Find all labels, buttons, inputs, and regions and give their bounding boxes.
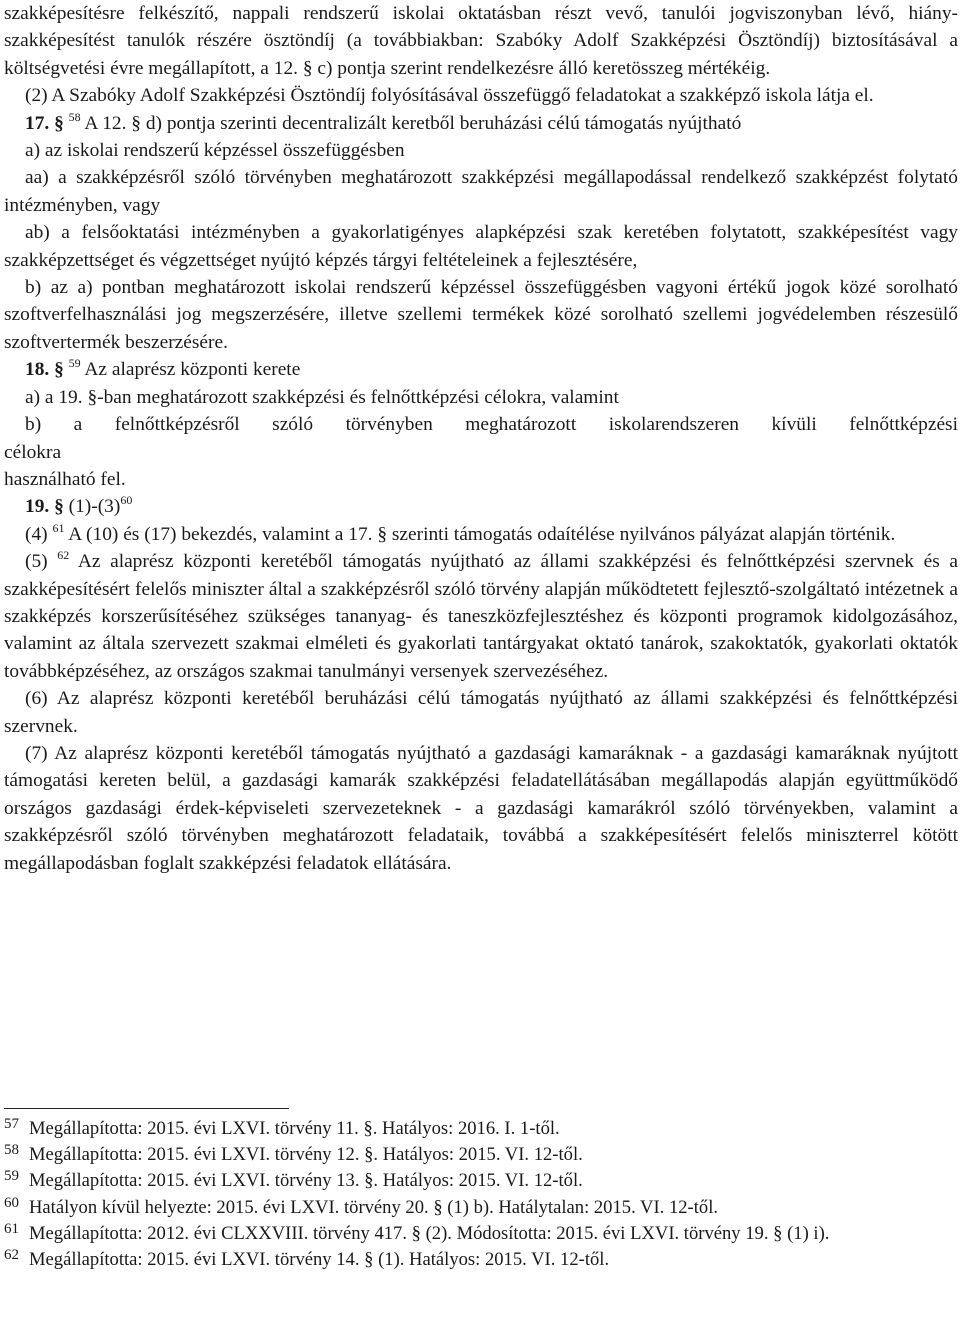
paragraph: b) a felnőttképzésről szóló törvényben meghatározott iskolarendszeren kívüli felnőttképzési: [25, 414, 958, 436]
footnote: $^{60}$ Hatályon kívül helyezte: 2015. évi LXVI. törvény 20. § (1) b). Hatálytalan: 2015. VI. 12-től.: [4, 1194, 719, 1218]
paragraph: célokra: [4, 441, 62, 463]
footnote-number: 61: [4, 1220, 19, 1237]
footnote: $^{61}$ Megállapította: 2012. évi CLXXVIII. törvény 417. § (2). Módosította: 2015. évi LXVI. törvény 19. § (1) i).: [4, 1220, 830, 1244]
paragraph: (6) Az alaprész központi keretéből beruházási célú támogatás nyújtható az állami szakképzési és felnőttképzési szervnek.: [4, 688, 958, 737]
footnote-ref: 62: [57, 548, 70, 563]
section-19: 19. § $(1)-(3)^{60}$: [25, 493, 133, 518]
footnote: $^{62}$ Megállapította: 2015. évi LXVI. törvény 14. § (1). Hatályos: 2015. VI. 12-től.: [4, 1247, 610, 1271]
footnote-number: 57: [4, 1116, 19, 1132]
section-17: 17. § $^{58}$ A 12. § d) pontja szerinti decentralizált keretből beruházási célú támogatás nyújtható: [25, 109, 742, 134]
footnote: $^{58}$ Megállapította: 2015. évi LXVI. törvény 12. §. Hatályos: 2015. VI. 12-től.: [4, 1142, 583, 1166]
footnote-ref: 61: [52, 520, 65, 535]
footnote-separator: [4, 1108, 289, 1109]
footnote-number: 60: [4, 1194, 19, 1211]
footnote-number: 59: [4, 1168, 19, 1185]
paragraph: aa) a szakképzésről szóló törvényben meghatározott szakképzési megállapodással rendelkező szakképzést folytató intézményben, vagy: [4, 167, 958, 216]
document-body: [4, 0, 958, 877]
paragraph: (7) Az alaprész központi keretéből támogatás nyújtható a gazdasági kamaráknak - a gazdasági kamaráknak nyújtott támogatási kereten belül, a gazdasági kamarák szakképzési feladatellátásában megállapodás alapján együttműködő országos gazdasági érdek-képviseleti szervezeteknek - a gazdasági kamarákról szóló törvényekben, valamint a szakképzésről szóló törvényben meghatározott feladataik, továbbá a szakképesítésért felelős miniszterrel kötött megállapodásban foglalt szakképzési feladatok ellátására.: [4, 742, 958, 874]
footnote-ref: 58: [68, 109, 81, 124]
paragraph: a) a 19. §-ban meghatározott szakképzési és felnőttképzési célokra, valamint: [25, 386, 619, 408]
paragraph: (4) $^{61}$ A (10) és (17) bekezdés, valamint a 17. § szerinti támogatás odaítélése nyilvános pályázat alapján történik.: [25, 520, 896, 545]
footnote-number: 58: [4, 1142, 19, 1159]
paragraph: ab) a felsőoktatási intézményben a gyakorlatigényes alapképzési szak keretében folytatott, szakképesítést vagy szakképzettséget és végzettséget nyújtó képzés tárgyi feltételeinek a fejlesztésére,: [4, 222, 958, 271]
footnote-ref: 59: [68, 356, 81, 371]
footnote-ref: 60: [120, 493, 133, 508]
section-number: 19. §: [25, 496, 64, 518]
footnote-number: 62: [4, 1247, 19, 1264]
paragraph: használható fel.: [4, 468, 126, 490]
section-18: 18. § $^{59}$ Az alaprész központi kerete: [25, 356, 301, 381]
paragraph: (2) A Szabóky Adolf Szakképzési Ösztöndíj folyósításával összefüggő feladatokat a szakképző iskola látja el.: [25, 85, 874, 107]
paragraph: (5) $^{62}$ Az alaprész központi keretéből támogatás nyújtható az állami szakképzési és felnőttképzési szervnek és a szakképesítésért felelős miniszter által a szakképzésről szóló törvény alapján működtetett fejlesztő-szolgáltató intézetnek a szakképzés korszerűsítéséhez szükséges tananyag- és taneszközfejlesztéshez és központi programok kidolgozásához, valamint az általa szervezett szakmai elméleti és gyakorlati tantárgyakat oktató tanárok, szakoktatók, gyakorlati oktatók továbbképzéséhez, az országos szakmai tanulmányi versenyek szervezéséhez.: [4, 548, 958, 682]
footnote: $^{57}$ Megállapította: 2015. évi LXVI. törvény 11. §. Hatályos: 2016. I. 1-től.: [4, 1116, 560, 1139]
section-number: 17. §: [25, 112, 64, 134]
paragraph: a) az iskolai rendszerű képzéssel összefüggésben: [25, 140, 405, 162]
paragraph: szakképesítésre felkészítő, nappali rendszerű iskolai oktatásban részt vevő, tanulói jogviszonyban lévő, hiány-szakképesítést tanulók részére ösztöndíj (a továbbiakban: Szabóky Adolf Szakképzési Ösztöndíj) biztosításával a költségvetési évre megállapított, a 12. § c) pontja szerint rendelkezésre álló keretösszeg mértékéig.: [4, 3, 958, 79]
paragraph: b) az a) pontban meghatározott iskolai rendszerű képzéssel összefüggésben vagyoni értékű jogok közé sorolható szoftverfelhasználási jog megszerzésére, illetve szellemi termékek közé sorolható szellemi jogvédelemben részesülő szoftvertermék beszerzésére.: [4, 277, 958, 353]
footnote: $^{59}$ Megállapította: 2015. évi LXVI. törvény 13. §. Hatályos: 2015. VI. 12-től.: [4, 1168, 583, 1192]
section-number: 18. §: [25, 359, 64, 381]
footnotes: [4, 1116, 958, 1273]
